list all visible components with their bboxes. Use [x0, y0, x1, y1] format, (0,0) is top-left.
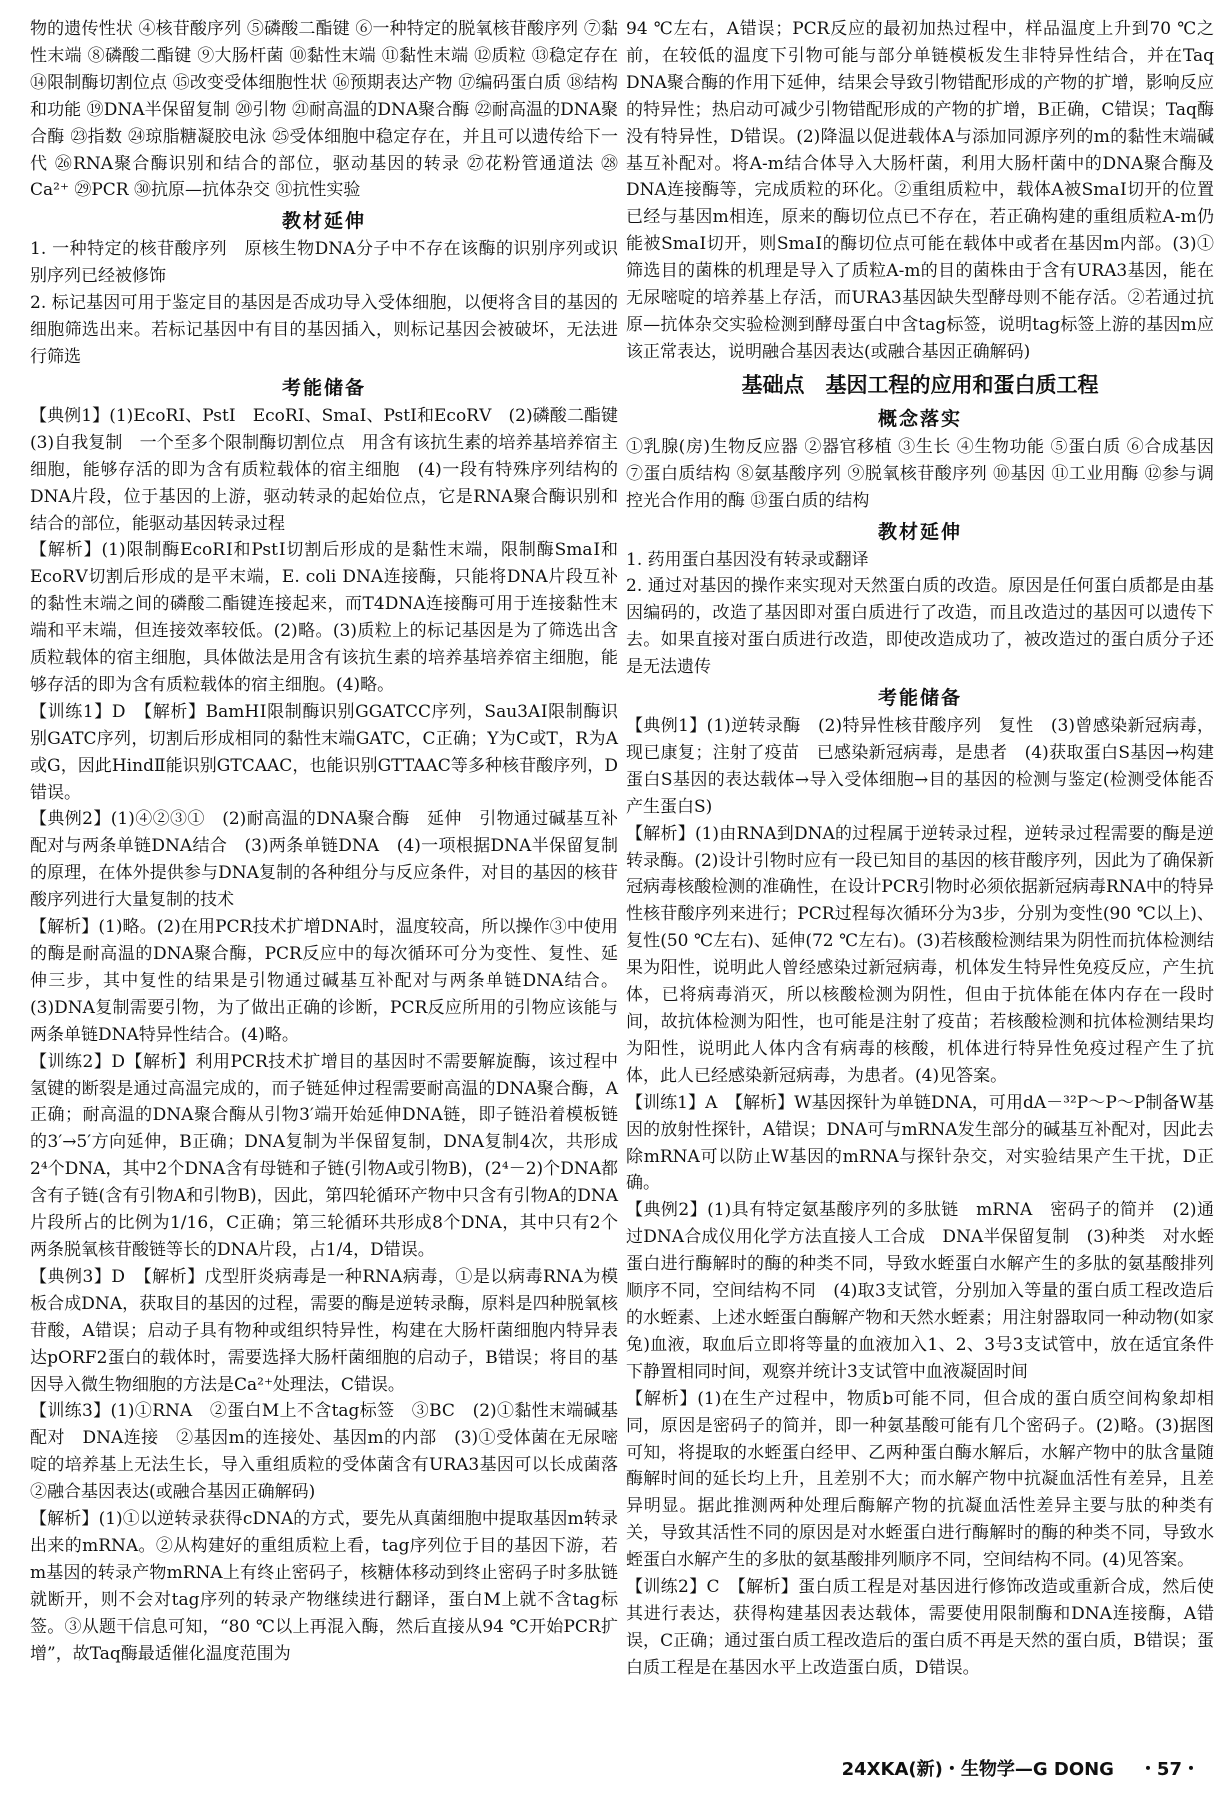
paragraph: 【解析】(1)限制酶EcoRⅠ和PstⅠ切割后形成的是黏性末端，限制酶SmaⅠ和EcoRⅤ切割后形成的是平末端，E. coli DNA连接酶，只能将DNA片段互补的黏性末端之间的磷酸二酯键连接起来，而T4DNA连接酶可用于连接黏性末端和平末端，但连接效率较低。(2)略。(3)质粒上的标记基因是为了筛选出含质粒载体的宿主细胞，具体做法是用含有该抗生素的培养基培养宿主细胞，能够存活的即为含有质粒载体的宿主细胞。(4)略。 — [30, 540, 618, 695]
paragraph: 94 ℃左右，A错误；PCR反应的最初加热过程中，样品温度上升到70 ℃之前，在较低的温度下引物可能与部分单链模板发生非特异性结合，并在Taq DNA聚合酶的作用下延伸，结果会导致引物错配形成的产物的扩增，影响反应的特异性；热启动可减少引物错配形成的产物的扩增，B正确，C错误；Taq酶没有特异性，D错误。(2)降温以促进载体A与添加同源序列的m的黏性末端碱基互补配对。将A-m结合体导入大肠杆菌，利用大肠杆菌中的DNA聚合酶及DNA连接酶等，完成质粒的环化。②重组质粒中，载体A被SmaⅠ切开的位置已经与基因m相连，原来的酶切位点已不存在，若正确构建的重组质粒A-m仍能被SmaⅠ切开，则SmaⅠ的酶切位点可能在载体中或者在基因m内部。(3)①筛选目的菌株的机理是导入了质粒A-m的目的菌株由于含有URA3基因，能在无尿嘧啶的培养基上存活，而URA3基因缺失型酵母则不能存活。②若通过抗原—抗体杂交实验检测到酵母蛋白中含tag标签，说明tag标签上游的基因m应该正常表达，说明融合基因表达(或融合基因正确解码) — [626, 19, 1214, 362]
section-heading: 考能储备 — [281, 376, 366, 399]
paragraph: 1. 药用蛋白基因没有转录或翻译 — [626, 549, 869, 570]
section-heading: 教材延伸 — [281, 210, 366, 233]
paragraph: 【训练3】(1)①RNA ②蛋白M上不含tag标签 ③BC (2)①黏性末端碱基配对 DNA连接 ②基因m的连接处、基因m的内部 (3)①受体菌在无尿嘧啶的培养基上无法生长，导入重组质粒的受体菌含有URA3基因可以长成菌落 ②融合基因表达(或融合基因正确解码) — [30, 1401, 635, 1503]
section-heading: 考能储备 — [877, 687, 962, 710]
paragraph: 【训练1】D 【解析】BamHⅠ限制酶识别GGATCC序列，Sau3AⅠ限制酶识别GATC序列，切割后形成相同的黏性末端GATC，C正确；Y为C或T，R为A或G，因此HindⅡ能识别GTCAAC，也能识别GTTAAC等多种核苷酸序列，D错误。 — [30, 701, 618, 803]
section-heading: 教材延伸 — [877, 520, 962, 543]
paragraph: 【解析】(1)在生产过程中，物质b可能不同，但合成的蛋白质空间构象却相同，原因是密码子的简并，即一种氨基酸可能有几个密码子。(2)略。(3)据图可知，将提取的水蛭蛋白经甲、乙两种蛋白酶水解后，水解产物中的肽含量随酶解时间的延长均上升，且差别不大；而水解产物中抗凝血活性有差异，且差异明显。据此推测两种处理后酶解产物的抗凝血活性差异主要与肽的种类有关，导致其活性不同的原因是对水蛭蛋白进行酶解时的酶的种类不同，导致水蛭蛋白水解产生的多肽的氨基酸排列顺序不同，空间结构不同。(4)见答案。 — [626, 1388, 1214, 1571]
paragraph: 【解析】(1)由RNA到DNA的过程属于逆转录过程，逆转录过程需要的酶是逆转录酶。(2)设计引物时应有一段已知目的基因的核苷酸序列，因此为了确保新冠病毒核酸检测的准确性，在设计PCR引物时必须依据新冠病毒RNA中的特异性核苷酸序列来进行；PCR过程每次循环分为3步，分别为变性(90 ℃以上)、复性(50 ℃左右)、延伸(72 ℃左右)。(3)若核酸检测结果为阴性而抗体检测结果为阳性，说明此人曾经感染过新冠病毒，机体发生特异性免疫反应，产生抗体，已将病毒消灭，所以核酸检测为阴性，但由于抗体能在体内存在一段时间，故抗体检测为阳性，也可能是注射了疫苗；若核酸检测和抗体检测结果均为阳性，说明此人体内含有病毒的核酸，机体进行特异性免疫过程产生了抗体，此人已经感染新冠病毒，为患者。(4)见答案。 — [626, 823, 1214, 1086]
paragraph: 物的遗传性状 ④核苷酸序列 ⑤磷酸二酯键 ⑥一种特定的脱氧核苷酸序列 ⑦黏性末端 ⑧磷酸二酯键 ⑨大肠杆菌 ⑩黏性末端 ⑪黏性末端 ⑫质粒 ⑬稳定存在 ⑭限制酶切割位点 ⑮改变受体细胞性状 ⑯预期表达产物 ⑰编码蛋白质 ⑱结构和功能 ⑲DNA半保留复制 ⑳引物 ㉑耐高温的DNA聚合酶 ㉒耐高温的DNA聚合酶 ㉓指数 ㉔琼脂糖凝胶电泳 ㉕受体细胞中稳定存在，并且可以遗传给下一代 ㉖RNA聚合酶识别和结合的部位，驱动基因的转录 ㉗花粉管通道法 ㉘Ca²⁺ ㉙PCR ㉚抗原—抗体杂交 ㉛抗性实验 — [30, 19, 618, 201]
paragraph: 2. 标记基因可用于鉴定目的基因是否成功导入受体细胞，以便将含目的基因的细胞筛选出来。若标记基因中有目的基因插入，则标记基因会被破坏，无法进行筛选 — [30, 293, 618, 367]
paragraph: 【典例2】(1)具有特定氨基酸序列的多肽链 mRNA 密码子的简并 (2)通过DNA合成仪用化学方法直接人工合成 DNA半保留复制 (3)种类 对水蛭蛋白进行酶解时的酶的种类不同，导致水蛭蛋白水解产生的多肽的氨基酸排列顺序不同，空间结构不同 (4)取3支试管，分别加入等量的蛋白质工程改造后的水蛭素、上述水蛭蛋白酶解产物和天然水蛭素；用注射器取同一种动物(如家兔)血液，取血后立即将等量的血液加入1、2、3号3支试管中，放在适宜条件下静置相同时间，观察并统计3支试管中血液凝固时间 — [626, 1200, 1214, 1382]
paragraph: 【训练1】A 【解析】W基因探针为单链DNA，可用dA－³²P～P～P制备W基因的放射性探针，A错误；DNA可与mRNA发生部分的碱基互补配对，因此去除mRNA可以防止W基因的mRNA与探针杂交，对实验结果产生干扰，D正确。 — [626, 1092, 1214, 1194]
paragraph: 【典例2】(1)④②③① (2)耐高温的DNA聚合酶 延伸 引物通过碱基互补配对与两条单链DNA结合 (3)两条单链DNA (4)一项根据DNA半保留复制的原理，在体外提供参与DNA复制的各种组分与反应条件，对目的基因的核苷酸序列进行大量复制的技术 — [30, 809, 618, 911]
right-column — [626, 16, 1214, 1682]
left-column — [30, 16, 635, 1667]
paragraph: 【解析】(1)①以逆转录获得cDNA的方式，要先从真菌细胞中提取基因m转录出来的mRNA。②从构建好的重组质粒上看，tag序列位于目的基因下游，若m基因的转录产物mRNA上有终止密码子，核糖体移动到终止密码子时多肽链就断开，则不会对tag序列的转录产物继续进行翻译，蛋白M上就不含tag标签。③从题干信息可知，“80 ℃以上再混入酶，然后直接从94 ℃开始PCR扩增”，故Taq酶最适催化温度范围为 — [30, 1509, 618, 1664]
paragraph: 【典例1】(1)逆转录酶 (2)特异性核苷酸序列 复性 (3)曾感染新冠病毒，现已康复；注射了疫苗 已感染新冠病毒，是患者 (4)获取蛋白S基因→构建蛋白S基因的表达载体→导入受体细胞→目的基因的检测与鉴定(检测受体能否产生蛋白S) — [626, 716, 1214, 817]
page-number: ・57・ — [1138, 1759, 1200, 1780]
paragraph: 2. 通过对基因的操作来实现对天然蛋白质的改造。原因是任何蛋白质都是由基因编码的，改造了基因即对蛋白质进行了改造，而且改造过的基因可以遗传下去。如果直接对蛋白质进行改造，即使改造成功了，被改造过的蛋白质分子还是无法遗传 — [626, 576, 1214, 678]
section-heading: 基础点 基因工程的应用和蛋白质工程 — [741, 372, 1099, 397]
paragraph: 【解析】(1)略。(2)在用PCR技术扩增DNA时，温度较高，所以操作③中使用的酶是耐高温的DNA聚合酶，PCR反应中的每次循环可分为变性、复性、延伸三步，其中复性的结果是引物通过碱基互补配对与两条单链DNA结合。(3)DNA复制需要引物，为了做出正确的诊断，PCR反应所用的引物应该能与两条单链DNA特异性结合。(4)略。 — [30, 917, 618, 1045]
paragraph: ①乳腺(房)生物反应器 ②器官移植 ③生长 ④生物功能 ⑤蛋白质 ⑥合成基因 ⑦蛋白质结构 ⑧氨基酸序列 ⑨脱氧核苷酸序列 ⑩基因 ⑪工业用酶 ⑫参与调控光合作用的酶 ⑬蛋白质的结构 — [626, 436, 1214, 511]
paragraph: 【典例1】(1)EcoRⅠ、PstⅠ EcoRⅠ、SmaⅠ、PstⅠ和EcoRⅤ (2)磷酸二酯键 (3)自我复制 一个至多个限制酶切割位点 用含有该抗生素的培养基培养宿主细胞，能够存活的即为含有质粒载体的宿主细胞 (4)一段有特殊序列结构的DNA片段，位于基因的上游，驱动转录的起始位点，它是RNA聚合酶识别和结合的部位，能驱动基因转录过程 — [30, 405, 635, 534]
paragraph: 【训练2】C 【解析】蛋白质工程是对基因进行修饰改造或重新合成，然后使其进行表达，获得构建基因表达载体，需要使用限制酶和DNA连接酶，A错误，C正确；通过蛋白质工程改造后的蛋白质不再是天然的蛋白质，B错误；蛋白质工程是在基因水平上改造蛋白质，D错误。 — [626, 1577, 1214, 1678]
footer-code: 24XKA(新)・生物学—G DONG — [841, 1759, 1114, 1780]
paragraph: 【典例3】D 【解析】戊型肝炎病毒是一种RNA病毒，①是以病毒RNA为模板合成DNA，获取目的基因的过程，需要的酶是逆转录酶，原料是四种脱氧核苷酸，A错误；启动子具有物种或组织特异性，构建在大肠杆菌细胞内特异表达pORF2蛋白的载体时，需要选择大肠杆菌细胞的启动子，B错误；将目的基因导入微生物细胞的方法是Ca²⁺处理法，C错误。 — [30, 1266, 618, 1395]
page-footer — [800, 1755, 1200, 1781]
paragraph: 【训练2】D【解析】利用PCR技术扩增目的基因时不需要解旋酶，该过程中氢键的断裂是通过高温完成的，而子链延伸过程需要耐高温的DNA聚合酶，A正确；耐高温的DNA聚合酶从引物3′端开始延伸DNA链，即子链沿着模板链的3′→5′方向延伸，B正确；DNA复制为半保留复制，DNA复制4次，共形成2⁴个DNA，其中2个DNA含有母链和子链(引物A或引物B)，(2⁴－2)个DNA都含有子链(含有引物A和引物B)，因此，第四轮循环产物中只含有引物A的DNA片段所占的比例为1/16，C正确；第三轮循环共形成8个DNA，其中只有2个两条脱氧核苷酸链等长的DNA片段，占1/4，D错误。 — [30, 1051, 618, 1260]
paragraph: 1. 一种特定的核苷酸序列 原核生物DNA分子中不存在该酶的识别序列或识别序列已经被修饰 — [30, 239, 618, 287]
section-heading: 概念落实 — [877, 407, 962, 430]
